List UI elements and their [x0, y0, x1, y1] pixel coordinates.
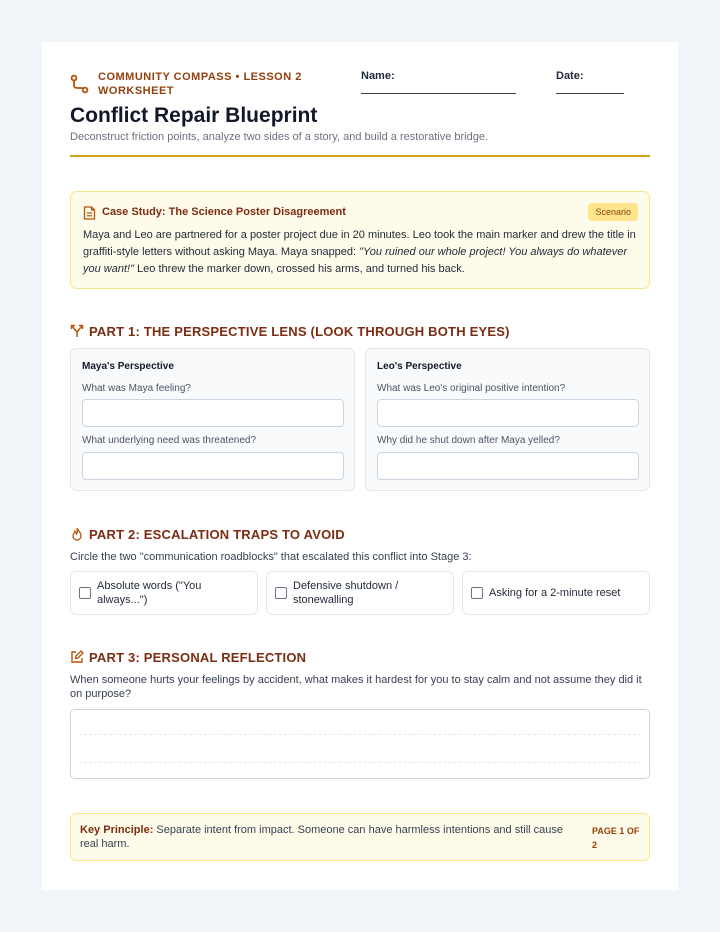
header-divider: [70, 155, 650, 157]
key-principle-box: [70, 813, 650, 861]
page-number: PAGE 1 OF 2: [592, 826, 640, 850]
route-icon: [70, 74, 90, 94]
maya-question-2: What underlying need was threatened?: [82, 435, 257, 446]
maya-need-input[interactable]: [82, 452, 344, 480]
case-study-title: Case Study: The Science Poster Disagreement: [102, 206, 346, 218]
maya-feeling-input[interactable]: [82, 399, 344, 427]
key-principle-body: Separate intent from impact. Someone can have harmless intentions and still cause real harm.: [80, 824, 564, 850]
part3-heading-text: PART 3: PERSONAL REFLECTION: [89, 650, 307, 665]
name-label: Name:: [361, 70, 395, 82]
case-study-box: [70, 191, 650, 289]
leo-shutdown-input[interactable]: [377, 452, 639, 480]
writing-line: [79, 762, 641, 763]
document-icon: [83, 206, 96, 220]
scenario-badge: Scenario: [588, 203, 638, 221]
trap-option-label: Absolute words ("You always..."): [97, 580, 202, 606]
name-line[interactable]: [361, 93, 516, 94]
part1-heading: [70, 324, 510, 339]
case-body-start: Maya and Leo are partnered for a poster project due in 20 minutes. Leo took the main marker and drew the title in graffiti-style letters without asking Maya. Maya snapped:: [83, 229, 636, 258]
edit-icon: [70, 650, 84, 664]
part2-instruction: Circle the two "communication roadblocks" that escalated this conflict into Stage 3:: [70, 551, 472, 563]
part2-heading: [70, 527, 345, 542]
part2-heading-text: PART 2: ESCALATION TRAPS TO AVOID: [89, 527, 345, 542]
maya-perspective-card: [70, 348, 355, 491]
maya-card-title: Maya's Perspective: [82, 361, 174, 372]
part1-heading-text: PART 1: THE PERSPECTIVE LENS (LOOK THROUGH BOTH EYES): [89, 324, 510, 339]
key-principle-text: [80, 823, 580, 851]
checkbox[interactable]: [79, 587, 91, 599]
name-field[interactable]: [361, 70, 516, 94]
date-line[interactable]: [556, 93, 624, 94]
split-arrows-icon: [70, 324, 84, 338]
leo-question-1: What was Leo's original positive intention?: [377, 383, 566, 394]
checkbox[interactable]: [471, 587, 483, 599]
writing-line: [79, 734, 641, 735]
trap-option-absolute-words[interactable]: [70, 571, 258, 615]
trap-option-defensive-shutdown[interactable]: [266, 571, 454, 615]
trap-option-reset[interactable]: [462, 571, 650, 615]
leo-question-2: Why did he shut down after Maya yelled?: [377, 435, 560, 446]
maya-question-1: What was Maya feeling?: [82, 383, 191, 394]
case-quote: "You ruined our whole project! You always do whatever you want!": [83, 246, 628, 275]
date-label: Date:: [556, 70, 584, 82]
flame-icon: [70, 527, 84, 541]
brand-label: COMMUNITY COMPASS • LESSON 2 WORKSHEET: [98, 71, 302, 97]
reflection-textarea[interactable]: [70, 709, 650, 779]
trap-option-label: Defensive shutdown / stonewalling: [293, 580, 399, 606]
case-body-end: Leo threw the marker down, crossed his arms, and turned his back.: [134, 263, 465, 275]
worksheet-page: [42, 42, 678, 890]
part3-heading: [70, 650, 306, 665]
leo-intention-input[interactable]: [377, 399, 639, 427]
case-study-body: [83, 227, 641, 278]
leo-card-title: Leo's Perspective: [377, 361, 462, 372]
page-subtitle: Deconstruct friction points, analyze two sides of a story, and build a restorative bridge.: [70, 131, 489, 143]
date-field[interactable]: [556, 70, 624, 94]
checkbox[interactable]: [275, 587, 287, 599]
key-principle-label: Key Principle:: [80, 824, 154, 836]
leo-perspective-card: [365, 348, 650, 491]
part3-prompt: When someone hurts your feelings by accident, what makes it hardest for you to stay calm and not assume they did it on purpose?: [70, 674, 642, 700]
trap-option-label: Asking for a 2-minute reset: [489, 587, 621, 599]
page-title: Conflict Repair Blueprint: [70, 104, 318, 127]
